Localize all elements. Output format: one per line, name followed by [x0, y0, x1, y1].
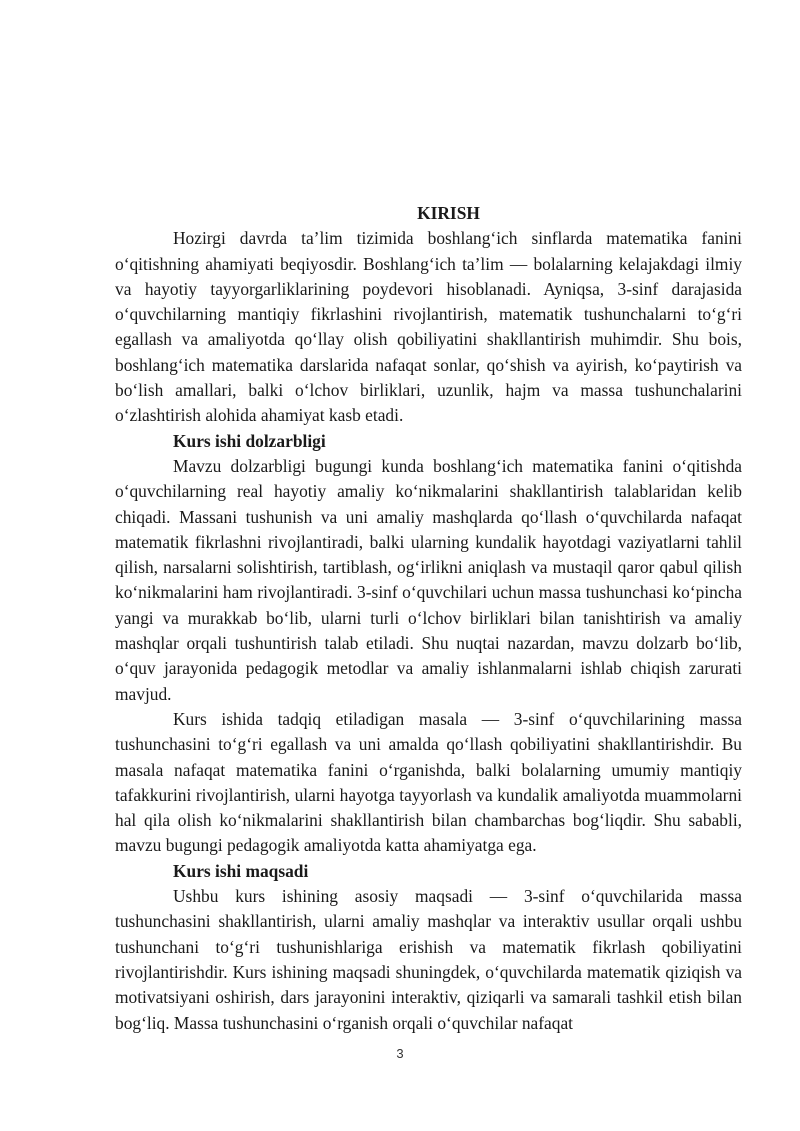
- relevance-heading: Kurs ishi dolzarbligi: [173, 430, 326, 451]
- goal-heading: Kurs ishi maqsadi: [173, 860, 309, 881]
- intro-paragraph: Hozirgi davrda ta’lim tizimida boshlang‘ich sinflarda matematika fanini o‘qitishning ahamiyati beqiyosdir. Boshlang‘ich ta’lim — bolalarning kelajakdagi ilmiy va hayotiy tayyorgarliklarining poydevori hisoblanadi. Ayniqsa, 3-sinf darajasida o‘quvchilarning mantiqiy fikrlashini rivojlantirish, matematik tushunchalarni to‘g‘ri egallash va amaliyotda qo‘llay olish qobiliyatini shakllantirish muhimdir. Shu bois, boshlang‘ich matematika darslarida nafaqat sonlar, qo‘shish va ayirish, ko‘paytirish va bo‘lish amallari, balki o‘lchov birliklari, uzunlik, hajm va massa tushunchalarini o‘zlashtirish alohida ahamiyat kasb etadi.: [115, 228, 742, 426]
- goal-paragraph-1: Ushbu kurs ishining asosiy maqsadi — 3-sinf o‘quvchilarida massa tushunchasini shakllantirish, ularni amaliy mashqlar va interaktiv usullar orqali ushbu tushunchani to‘g‘ri tushunishlariga erishish va matematik fikrlash qobiliyatini rivojlantirishdir. Kurs ishining maqsadi shuningdek, o‘quvchilarda matematik qiziqish va motivatsiyani oshirish, dars jarayonini interaktiv, qiziqarli va samarali tashkil etish bilan bog‘liq. Massa tushunchasini o‘rganish orqali o‘quvchilar nafaqat: [115, 886, 742, 1033]
- page-title: KIRISH: [417, 203, 480, 223]
- document-page: [115, 201, 742, 1036]
- page-number: 3: [396, 1046, 404, 1061]
- relevance-paragraph-2: Kurs ishida tadqiq etiladigan masala — 3-sinf o‘quvchilarining massa tushunchasini to‘g‘ri egallash va uni amalda qo‘llash qobiliyatini shakllantirishdir. Bu masala nafaqat matematika fanini o‘rganishda, balki bolalarning umumiy mantiqiy tafakkurini rivojlantirish, ularni hayotga tayyorlash va kundalik amaliyotda muammolarni hal qila olish ko‘nikmalarini shakllantirish bilan chambarchas bog‘liqdir. Shu sababli, mavzu bugungi pedagogik amaliyotda katta ahamiyatga ega.: [115, 708, 742, 856]
- relevance-paragraph-1: Mavzu dolzarbligi bugungi kunda boshlang‘ich matematika fanini o‘qitishda o‘quvchilarning real hayotiy amaliy ko‘nikmalarini shakllantirish talablaridan kelib chiqadi. Massani tushunish va uni amaliy mashqlarda qo‘llash o‘quvchilarda nafaqat matematik fikrlashni rivojlantiradi, balki ularning kundalik hayotdagi vaziyatlarni tahlil qilish, narsalarni solishtirish, tartiblash, og‘irlikni aniqlash va mustaqil qaror qabul qilish ko‘nikmalarini ham rivojlantiradi. 3-sinf o‘quvchilari uchun massa tushunchasi ko‘pincha yangi va murakkab bo‘lib, ularni turli o‘lchov birliklari bilan tanishtirish va amaliy mashqlar orqali tushuntirish talab etiladi. Shu nuqtai nazardan, mavzu dolzarb bo‘lib, o‘quv jarayonida pedagogik metodlar va amaliy ishlanmalarni ishlab chiqish zarurati mavjud.: [115, 455, 742, 704]
